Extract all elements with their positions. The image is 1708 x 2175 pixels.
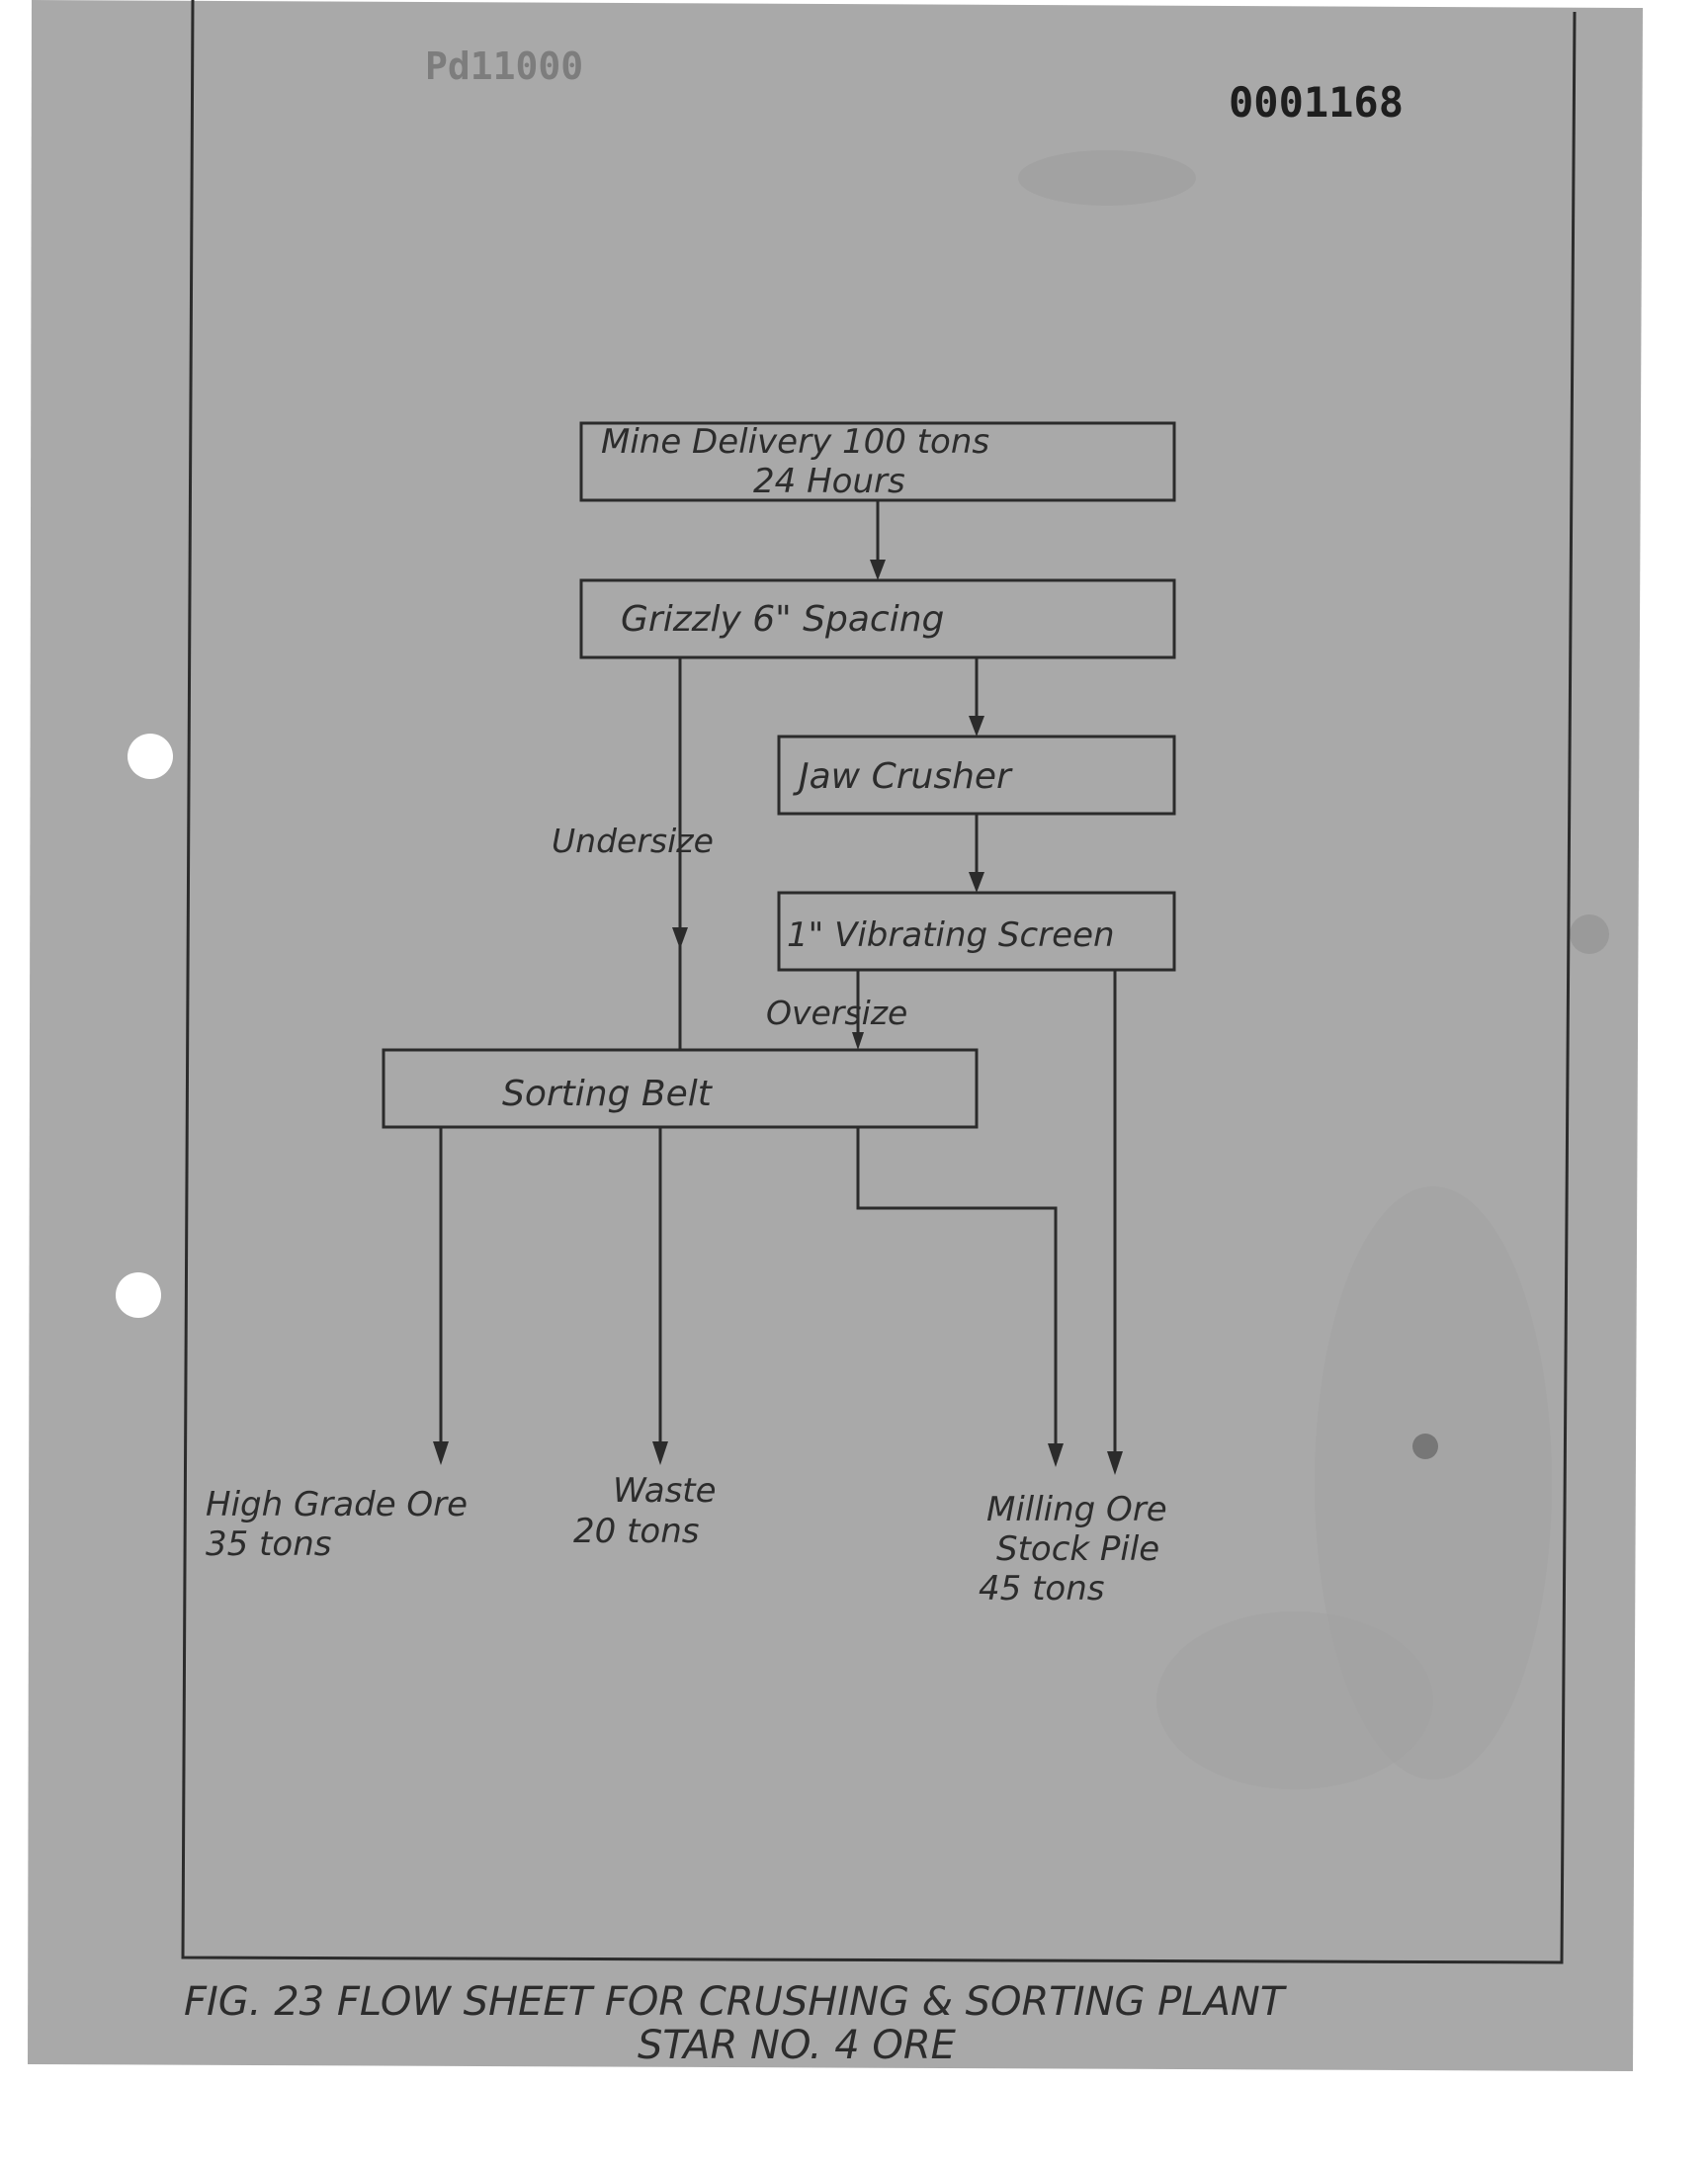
svg-text:20 tons: 20 tons (573, 1512, 700, 1551)
svg-text:STAR NO. 4 ORE: STAR NO. 4 ORE (638, 2023, 956, 2068)
ink-spot (1570, 914, 1609, 954)
ink-spot (1412, 1434, 1438, 1459)
smudge (1156, 1611, 1433, 1789)
svg-text:High Grade Ore: High Grade Ore (206, 1485, 469, 1524)
smudge (1018, 150, 1196, 206)
stamp-number-faint: Pd11000 (425, 44, 584, 88)
svg-text:Grizzly 6" Spacing: Grizzly 6" Spacing (621, 599, 945, 640)
svg-text:1" Vibrating Screen: 1" Vibrating Screen (787, 915, 1115, 955)
svg-text:FIG. 23 FLOW SHEET FOR CRUSHI: FIG. 23 FLOW SHEET FOR CRUSHING & SORTING PLANT (184, 1979, 1285, 2025)
svg-text:Sorting Belt: Sorting Belt (502, 1074, 712, 1114)
edge-label-oversize: Oversize (766, 994, 908, 1032)
svg-text:Mine Delivery 100 tons: Mine Delivery 100 tons (601, 422, 990, 462)
edge-label-undersize: Undersize (552, 822, 714, 860)
stamp-number: 0001168 (1229, 78, 1405, 127)
punch-hole (128, 734, 173, 779)
svg-text:35 tons: 35 tons (206, 1524, 332, 1564)
svg-text:Waste: Waste (613, 1471, 717, 1511)
svg-text:Milling Ore: Milling Ore (986, 1490, 1167, 1529)
svg-text:45 tons: 45 tons (979, 1569, 1105, 1609)
svg-text:Jaw Crusher: Jaw Crusher (799, 756, 1011, 797)
svg-text:24 Hours: 24 Hours (753, 462, 905, 501)
svg-text:Stock Pile: Stock Pile (996, 1529, 1160, 1569)
punch-hole (116, 1272, 161, 1318)
